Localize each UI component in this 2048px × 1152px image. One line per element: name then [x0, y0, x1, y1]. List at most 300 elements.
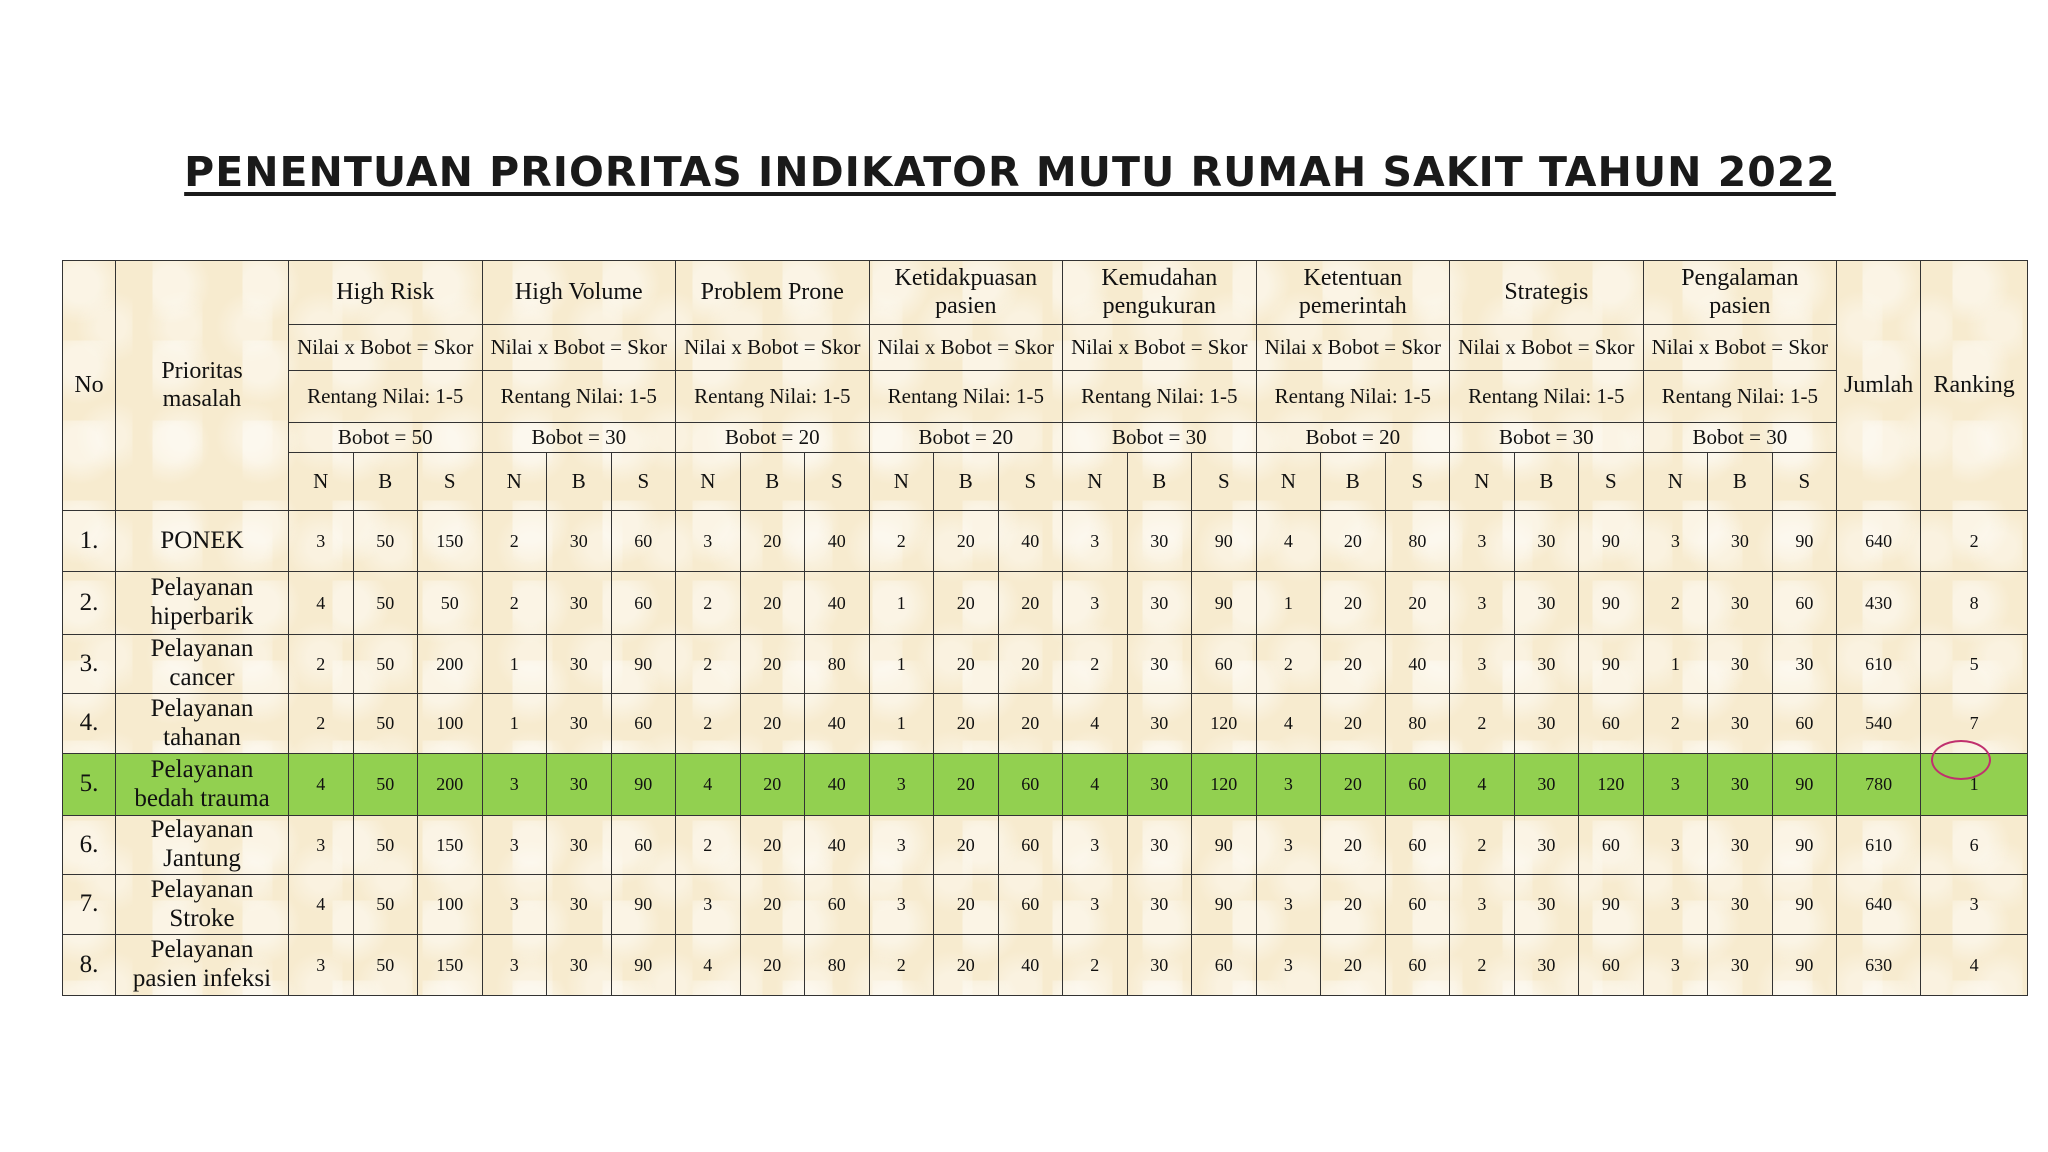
score-cell: 150 — [418, 816, 483, 875]
header-subcol: S — [418, 453, 483, 511]
score-cell: 60 — [1192, 935, 1257, 996]
cell-text-line: Pelayanan — [150, 936, 254, 964]
score-cell: 3 — [1256, 935, 1321, 996]
score-cell: 60 — [611, 511, 676, 572]
cell-text-line: Pelayanan — [150, 816, 254, 844]
header-formula: Nilai x Bobot = Skor — [1256, 325, 1450, 371]
score-cell: 50 — [353, 875, 418, 935]
cell-text-line: Pelayanan — [150, 635, 254, 663]
score-cell: 30 — [547, 875, 612, 935]
score-cell: 40 — [805, 816, 870, 875]
table-row — [63, 875, 2028, 935]
row-jumlah: 430 — [1837, 572, 1921, 635]
score-cell: 80 — [805, 935, 870, 996]
score-cell: 120 — [1192, 754, 1257, 816]
score-cell: 1 — [482, 694, 547, 754]
score-cell: 4 — [1256, 694, 1321, 754]
table-row — [63, 816, 2028, 875]
score-cell: 60 — [998, 754, 1063, 816]
header-subcol: B — [1127, 453, 1192, 511]
row-number: 4. — [63, 694, 116, 754]
header-weight: Bobot = 30 — [1450, 423, 1644, 453]
score-cell: 90 — [1192, 875, 1257, 935]
score-cell: 3 — [1450, 635, 1515, 694]
score-cell: 4 — [289, 572, 354, 635]
cell-text-line: PONEK — [160, 526, 244, 554]
highlight-circle-annotation — [1931, 740, 1991, 780]
header-row-weight — [63, 423, 2028, 453]
row-jumlah: 610 — [1837, 816, 1921, 875]
score-cell: 20 — [934, 694, 999, 754]
score-cell: 40 — [998, 935, 1063, 996]
score-cell: 50 — [353, 694, 418, 754]
score-cell: 20 — [934, 816, 999, 875]
score-cell: 30 — [1514, 511, 1579, 572]
score-cell: 3 — [869, 816, 934, 875]
score-cell: 20 — [1321, 511, 1386, 572]
header-formula: Nilai x Bobot = Skor — [289, 325, 483, 371]
header-subcol: B — [1321, 453, 1386, 511]
score-cell: 2 — [1643, 694, 1708, 754]
header-subcol: N — [482, 453, 547, 511]
row-problem-name — [116, 511, 289, 572]
header-category — [289, 261, 483, 325]
score-cell: 30 — [1708, 754, 1773, 816]
score-cell: 30 — [1514, 694, 1579, 754]
header-weight: Bobot = 50 — [289, 423, 483, 453]
row-number: 6. — [63, 816, 116, 875]
header-formula: Nilai x Bobot = Skor — [1450, 325, 1644, 371]
row-jumlah: 630 — [1837, 935, 1921, 996]
header-category — [869, 261, 1063, 325]
row-ranking: 8 — [1921, 572, 2028, 635]
score-cell: 80 — [1385, 694, 1450, 754]
score-cell: 20 — [740, 635, 805, 694]
table-row — [63, 694, 2028, 754]
header-category — [482, 261, 676, 325]
header-subcol: B — [353, 453, 418, 511]
cell-text-line: pasien infeksi — [132, 965, 272, 992]
header-weight: Bobot = 20 — [676, 423, 870, 453]
header-subcol: B — [934, 453, 999, 511]
row-ranking: 5 — [1921, 635, 2028, 694]
score-cell: 120 — [1579, 754, 1644, 816]
score-cell: 80 — [805, 635, 870, 694]
score-cell: 30 — [1514, 935, 1579, 996]
score-cell: 50 — [353, 935, 418, 996]
score-cell: 2 — [482, 572, 547, 635]
score-cell: 20 — [1321, 754, 1386, 816]
header-jumlah: Jumlah — [1837, 261, 1921, 511]
score-cell: 3 — [1256, 875, 1321, 935]
score-cell: 90 — [1579, 511, 1644, 572]
score-cell: 90 — [1192, 816, 1257, 875]
score-cell: 60 — [1385, 875, 1450, 935]
row-problem-name — [116, 816, 289, 875]
header-prioritas-masalah — [116, 261, 289, 511]
score-cell: 3 — [482, 875, 547, 935]
score-cell: 120 — [1192, 694, 1257, 754]
score-cell: 30 — [1127, 572, 1192, 635]
score-cell: 2 — [676, 572, 741, 635]
score-cell: 3 — [289, 935, 354, 996]
header-formula: Nilai x Bobot = Skor — [1063, 325, 1257, 371]
score-cell: 3 — [1643, 754, 1708, 816]
header-subcol: B — [1708, 453, 1773, 511]
score-cell: 3 — [289, 511, 354, 572]
row-ranking: 2 — [1921, 511, 2028, 572]
score-cell: 60 — [1772, 572, 1837, 635]
score-cell: 200 — [418, 635, 483, 694]
cell-text-line: tahanan — [163, 723, 241, 751]
score-cell: 20 — [934, 572, 999, 635]
header-row-category — [63, 261, 2028, 325]
score-cell: 30 — [1708, 816, 1773, 875]
score-cell: 30 — [547, 572, 612, 635]
score-cell: 90 — [1579, 572, 1644, 635]
score-cell: 30 — [1708, 572, 1773, 635]
score-cell: 2 — [1450, 816, 1515, 875]
header-range: Rentang Nilai: 1-5 — [1063, 371, 1257, 423]
score-cell: 90 — [1772, 935, 1837, 996]
score-cell: 30 — [1127, 754, 1192, 816]
score-cell: 30 — [547, 511, 612, 572]
cell-text-line: hiperbarik — [150, 603, 254, 630]
cell-text-line: Strategis — [1504, 278, 1589, 305]
score-cell: 3 — [482, 816, 547, 875]
row-problem-name — [116, 694, 289, 754]
score-cell: 200 — [418, 754, 483, 816]
row-ranking: 7 — [1921, 694, 2028, 754]
score-cell: 40 — [805, 572, 870, 635]
score-cell: 60 — [1579, 935, 1644, 996]
score-cell: 90 — [611, 754, 676, 816]
row-jumlah: 640 — [1837, 511, 1921, 572]
score-cell: 20 — [998, 694, 1063, 754]
cell-text-line: pasien — [1709, 292, 1771, 319]
row-jumlah: 540 — [1837, 694, 1921, 754]
score-cell: 3 — [1256, 816, 1321, 875]
cell-text-line: Prioritas — [161, 357, 243, 384]
score-cell: 20 — [1321, 875, 1386, 935]
score-cell: 3 — [676, 511, 741, 572]
score-cell: 60 — [1579, 694, 1644, 754]
cell-text-line: Pelayanan — [150, 755, 254, 783]
score-cell: 80 — [1385, 511, 1450, 572]
header-category — [676, 261, 870, 325]
cell-text-line: pasien — [935, 292, 997, 319]
row-number: 3. — [63, 635, 116, 694]
score-cell: 2 — [869, 935, 934, 996]
score-cell: 50 — [353, 635, 418, 694]
score-cell: 2 — [1063, 635, 1128, 694]
score-cell: 20 — [740, 754, 805, 816]
header-weight: Bobot = 30 — [1643, 423, 1837, 453]
cell-text-line: Jantung — [163, 845, 241, 872]
cell-text-line: Pelayanan — [150, 574, 254, 602]
score-cell: 3 — [1063, 572, 1128, 635]
cell-text-line: Pelayanan — [150, 875, 254, 903]
row-number: 5. — [63, 754, 116, 816]
score-cell: 60 — [998, 816, 1063, 875]
score-cell: 20 — [934, 635, 999, 694]
score-cell: 90 — [1192, 572, 1257, 635]
score-cell: 20 — [934, 935, 999, 996]
cell-text-line: Ketentuan — [1303, 264, 1403, 291]
score-cell: 20 — [934, 511, 999, 572]
score-cell: 90 — [1772, 754, 1837, 816]
score-cell: 100 — [418, 694, 483, 754]
row-number: 1. — [63, 511, 116, 572]
score-cell: 20 — [740, 935, 805, 996]
score-cell: 4 — [1063, 754, 1128, 816]
score-cell: 30 — [1514, 635, 1579, 694]
row-jumlah: 640 — [1837, 875, 1921, 935]
header-subcol: S — [1385, 453, 1450, 511]
score-cell: 150 — [418, 935, 483, 996]
score-cell: 30 — [547, 935, 612, 996]
row-problem-name — [116, 572, 289, 635]
score-cell: 30 — [1127, 635, 1192, 694]
score-cell: 4 — [289, 875, 354, 935]
header-category — [1643, 261, 1837, 325]
score-cell: 90 — [1772, 511, 1837, 572]
cell-text-line: bedah trauma — [134, 784, 270, 812]
header-subcol: S — [1192, 453, 1257, 511]
score-cell: 3 — [289, 816, 354, 875]
score-cell: 3 — [482, 935, 547, 996]
score-cell: 30 — [1127, 511, 1192, 572]
row-jumlah: 610 — [1837, 635, 1921, 694]
score-cell: 60 — [805, 875, 870, 935]
score-cell: 30 — [547, 694, 612, 754]
header-subcol: N — [1643, 453, 1708, 511]
score-cell: 90 — [1579, 875, 1644, 935]
row-problem-name — [116, 635, 289, 694]
score-cell: 3 — [676, 875, 741, 935]
score-cell: 90 — [1192, 511, 1257, 572]
header-formula: Nilai x Bobot = Skor — [676, 325, 870, 371]
score-cell: 3 — [1450, 572, 1515, 635]
score-cell: 4 — [676, 935, 741, 996]
score-cell: 60 — [1579, 816, 1644, 875]
header-range: Rentang Nilai: 1-5 — [1643, 371, 1837, 423]
score-cell: 20 — [934, 875, 999, 935]
score-cell: 2 — [676, 694, 741, 754]
score-cell: 4 — [1450, 754, 1515, 816]
header-subcol: B — [740, 453, 805, 511]
score-cell: 30 — [1772, 635, 1837, 694]
header-formula: Nilai x Bobot = Skor — [1643, 325, 1837, 371]
score-cell: 30 — [1708, 694, 1773, 754]
score-cell: 90 — [611, 875, 676, 935]
score-cell: 60 — [1385, 935, 1450, 996]
row-problem-name — [116, 935, 289, 996]
score-cell: 60 — [998, 875, 1063, 935]
priority-table — [62, 260, 2028, 996]
score-cell: 100 — [418, 875, 483, 935]
score-cell: 60 — [1385, 754, 1450, 816]
score-cell: 30 — [1127, 935, 1192, 996]
header-subcol: S — [998, 453, 1063, 511]
cell-text-line: cancer — [169, 664, 235, 691]
table-row — [63, 511, 2028, 572]
score-cell: 20 — [1321, 694, 1386, 754]
header-subcol: S — [1772, 453, 1837, 511]
score-cell: 3 — [1643, 511, 1708, 572]
score-cell: 50 — [353, 511, 418, 572]
cell-text-line: masalah — [162, 385, 242, 412]
header-category — [1063, 261, 1257, 325]
header-subcol: S — [611, 453, 676, 511]
score-cell: 30 — [1127, 816, 1192, 875]
score-cell: 30 — [1708, 511, 1773, 572]
score-cell: 1 — [1256, 572, 1321, 635]
header-subcol: B — [547, 453, 612, 511]
score-cell: 2 — [289, 635, 354, 694]
header-formula: Nilai x Bobot = Skor — [869, 325, 1063, 371]
cell-text-line: Stroke — [169, 904, 235, 932]
score-cell: 4 — [676, 754, 741, 816]
score-cell: 3 — [1450, 511, 1515, 572]
row-jumlah: 780 — [1837, 754, 1921, 816]
score-cell: 90 — [611, 935, 676, 996]
score-cell: 30 — [1514, 875, 1579, 935]
cell-text-line: Ketidakpuasan — [894, 264, 1038, 291]
score-cell: 60 — [611, 572, 676, 635]
score-cell: 30 — [1514, 754, 1579, 816]
score-cell: 3 — [482, 754, 547, 816]
score-cell: 2 — [1256, 635, 1321, 694]
score-cell: 3 — [1450, 875, 1515, 935]
cell-text-line: Pengalaman — [1681, 264, 1799, 291]
header-range: Rentang Nilai: 1-5 — [869, 371, 1063, 423]
header-weight: Bobot = 30 — [482, 423, 676, 453]
header-subcol: N — [1256, 453, 1321, 511]
header-row-range — [63, 371, 2028, 423]
score-cell: 2 — [676, 816, 741, 875]
score-cell: 2 — [1643, 572, 1708, 635]
header-range: Rentang Nilai: 1-5 — [482, 371, 676, 423]
header-range: Rentang Nilai: 1-5 — [289, 371, 483, 423]
row-ranking: 3 — [1921, 875, 2028, 935]
cell-text-line: High Risk — [336, 278, 435, 305]
cell-text-line: High Volume — [514, 278, 643, 305]
header-subcol: N — [289, 453, 354, 511]
score-cell: 20 — [1321, 635, 1386, 694]
table-row — [63, 572, 2028, 635]
score-cell: 40 — [805, 694, 870, 754]
score-cell: 30 — [547, 816, 612, 875]
header-weight: Bobot = 20 — [869, 423, 1063, 453]
cell-text-line: Kemudahan — [1101, 264, 1218, 291]
score-cell: 1 — [869, 694, 934, 754]
score-cell: 90 — [1579, 635, 1644, 694]
score-cell: 60 — [1772, 694, 1837, 754]
header-category — [1256, 261, 1450, 325]
score-cell: 3 — [1256, 754, 1321, 816]
header-subcol: S — [805, 453, 870, 511]
header-ranking: Ranking — [1921, 261, 2028, 511]
score-cell: 4 — [289, 754, 354, 816]
score-cell: 2 — [676, 635, 741, 694]
score-cell: 30 — [547, 635, 612, 694]
header-row-formula — [63, 325, 2028, 371]
score-cell: 2 — [482, 511, 547, 572]
score-cell: 2 — [289, 694, 354, 754]
score-cell: 50 — [353, 754, 418, 816]
score-cell: 3 — [1063, 875, 1128, 935]
header-range: Rentang Nilai: 1-5 — [676, 371, 870, 423]
row-number: 7. — [63, 875, 116, 935]
score-cell: 3 — [869, 754, 934, 816]
score-cell: 50 — [353, 816, 418, 875]
table-row — [63, 635, 2028, 694]
row-ranking: 1 — [1921, 754, 2028, 816]
row-problem-name — [116, 875, 289, 935]
header-weight: Bobot = 30 — [1063, 423, 1257, 453]
score-cell: 30 — [1127, 875, 1192, 935]
score-cell: 1 — [482, 635, 547, 694]
score-cell: 4 — [1256, 511, 1321, 572]
score-cell: 20 — [998, 572, 1063, 635]
score-cell: 3 — [1643, 935, 1708, 996]
header-subcol: N — [676, 453, 741, 511]
score-cell: 4 — [1063, 694, 1128, 754]
score-cell: 20 — [740, 816, 805, 875]
score-cell: 90 — [1772, 816, 1837, 875]
score-cell: 30 — [1514, 572, 1579, 635]
score-cell: 60 — [611, 694, 676, 754]
cell-text-line: Problem Prone — [700, 278, 844, 305]
header-subcol: N — [869, 453, 934, 511]
header-row-subcolumns — [63, 453, 2028, 511]
score-cell: 30 — [1127, 694, 1192, 754]
score-cell: 90 — [611, 635, 676, 694]
score-cell: 3 — [869, 875, 934, 935]
score-cell: 2 — [1450, 694, 1515, 754]
score-cell: 60 — [1192, 635, 1257, 694]
score-cell: 50 — [353, 572, 418, 635]
score-cell: 20 — [740, 511, 805, 572]
header-no: No — [63, 261, 116, 511]
score-cell: 1 — [869, 572, 934, 635]
score-cell: 30 — [1514, 816, 1579, 875]
header-formula: Nilai x Bobot = Skor — [482, 325, 676, 371]
score-cell: 1 — [869, 635, 934, 694]
page-title: PENENTUAN PRIORITAS INDIKATOR MUTU RUMAH SAKIT TAHUN 2022 — [184, 148, 1836, 196]
row-ranking: 4 — [1921, 935, 2028, 996]
row-number: 2. — [63, 572, 116, 635]
score-cell: 20 — [740, 694, 805, 754]
score-cell: 2 — [1063, 935, 1128, 996]
score-cell: 90 — [1772, 875, 1837, 935]
score-cell: 30 — [547, 754, 612, 816]
score-cell: 40 — [1385, 635, 1450, 694]
score-cell: 20 — [740, 875, 805, 935]
score-cell: 30 — [1708, 875, 1773, 935]
score-cell: 60 — [611, 816, 676, 875]
score-cell: 20 — [1321, 935, 1386, 996]
score-cell: 40 — [998, 511, 1063, 572]
score-cell: 3 — [1643, 875, 1708, 935]
score-cell: 40 — [805, 754, 870, 816]
score-cell: 30 — [1708, 635, 1773, 694]
score-cell: 2 — [869, 511, 934, 572]
header-range: Rentang Nilai: 1-5 — [1450, 371, 1644, 423]
score-cell: 150 — [418, 511, 483, 572]
score-cell: 20 — [1321, 572, 1386, 635]
